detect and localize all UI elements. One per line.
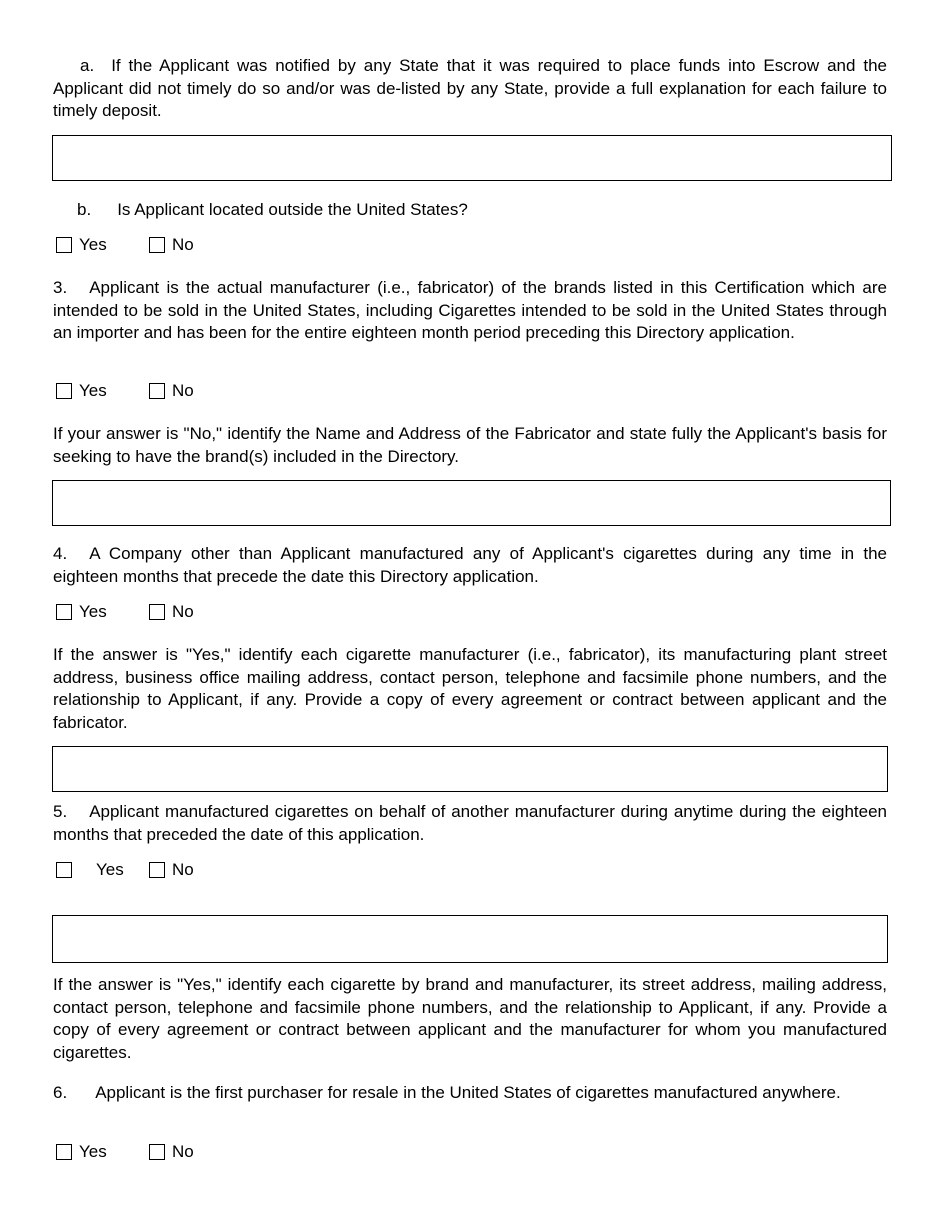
question-5-text: Applicant manufactured cigarettes on behalf of another manufacturer during anytime during the eighteen months that preceded the date of this application.	[53, 802, 887, 844]
question-5-marker: 5.	[53, 802, 68, 821]
question-3-followup: If your answer is "No," identify the Name and Address of the Fabricator and state fully the Applicant's basis for seeking to have the brand(s) included in the Directory.	[53, 424, 887, 466]
checkbox-yes-3[interactable]	[56, 383, 72, 399]
checkbox-row-2b	[0, 235, 950, 259]
question-2b-marker: b.	[77, 200, 92, 219]
question-6-text: Applicant is the first purchaser for resale in the United States of cigarettes manufactured anywhere.	[95, 1083, 841, 1102]
question-4-marker: 4.	[53, 544, 68, 563]
checkbox-yes-label: Yes	[79, 1142, 107, 1161]
question-3-marker: 3.	[53, 278, 68, 297]
checkbox-yes-6[interactable]	[56, 1144, 72, 1160]
checkbox-yes-label: Yes	[79, 602, 107, 621]
answer-box-5[interactable]	[52, 915, 888, 963]
checkbox-yes-label: Yes	[96, 860, 124, 879]
question-6-marker: 6.	[53, 1083, 68, 1102]
checkbox-no-5[interactable]	[149, 862, 165, 878]
answer-box-4[interactable]	[52, 746, 888, 792]
checkbox-no-label: No	[172, 381, 194, 400]
question-3-text: Applicant is the actual manufacturer (i.e., fabricator) of the brands listed in this Certification which are intended to be sold in the United States, including Cigarettes intended to be sold in the United States through an importer and has been for the entire eighteen month period preceding this Directory application.	[53, 278, 887, 343]
checkbox-row-3	[0, 381, 950, 405]
question-4-text: A Company other than Applicant manufactured any of Applicant's cigarettes during any time in the eighteen months that precede the date this Directory application.	[53, 544, 887, 586]
question-2b	[53, 199, 887, 222]
checkbox-row-4	[0, 602, 950, 626]
question-6	[53, 1082, 887, 1105]
question-2a-marker: a.	[80, 56, 95, 75]
checkbox-no-3[interactable]	[149, 383, 165, 399]
checkbox-yes-label: Yes	[79, 235, 107, 254]
checkbox-no-6[interactable]	[149, 1144, 165, 1160]
question-4-followup: If the answer is "Yes," identify each cigarette manufacturer (i.e., fabricator), its manufacturing plant street address, business office mailing address, contact person, telephone and facsimile phone numbers, and the relationship to Applicant, if any. Provide a copy of every agreement or contract between applicant and the fabricator.	[53, 645, 887, 732]
question-2a-text: If the Applicant was notified by any State that it was required to place funds into Escrow and the Applicant did not timely do so and/or was de-listed by any State, provide a full explanation for each failure to timely deposit.	[53, 56, 887, 121]
checkbox-no-label: No	[172, 235, 194, 254]
question-2b-text: Is Applicant located outside the United States?	[117, 200, 468, 219]
question-5-followup: If the answer is "Yes," identify each cigarette by brand and manufacturer, its street address, mailing address, contact person, telephone and facsimile phone numbers, and the relationship to Applicant, if any. Provide a copy of every agreement or contract between applicant and the manufacturer for whom you manufactured cigarettes.	[53, 975, 887, 1062]
checkbox-row-5	[0, 860, 950, 884]
checkbox-yes-5[interactable]	[56, 862, 72, 878]
checkbox-no-label: No	[172, 1142, 194, 1161]
checkbox-no-2b[interactable]	[149, 237, 165, 253]
answer-box-3[interactable]	[52, 480, 891, 526]
checkbox-yes-4[interactable]	[56, 604, 72, 620]
checkbox-no-label: No	[172, 860, 194, 879]
checkbox-no-label: No	[172, 602, 194, 621]
checkbox-row-6	[0, 1142, 950, 1166]
answer-box-2a[interactable]	[52, 135, 892, 181]
question-4	[53, 543, 887, 588]
question-2a	[53, 55, 887, 123]
checkbox-no-4[interactable]	[149, 604, 165, 620]
question-5	[53, 801, 887, 846]
question-3	[53, 277, 887, 345]
checkbox-yes-2b[interactable]	[56, 237, 72, 253]
checkbox-yes-label: Yes	[79, 381, 107, 400]
